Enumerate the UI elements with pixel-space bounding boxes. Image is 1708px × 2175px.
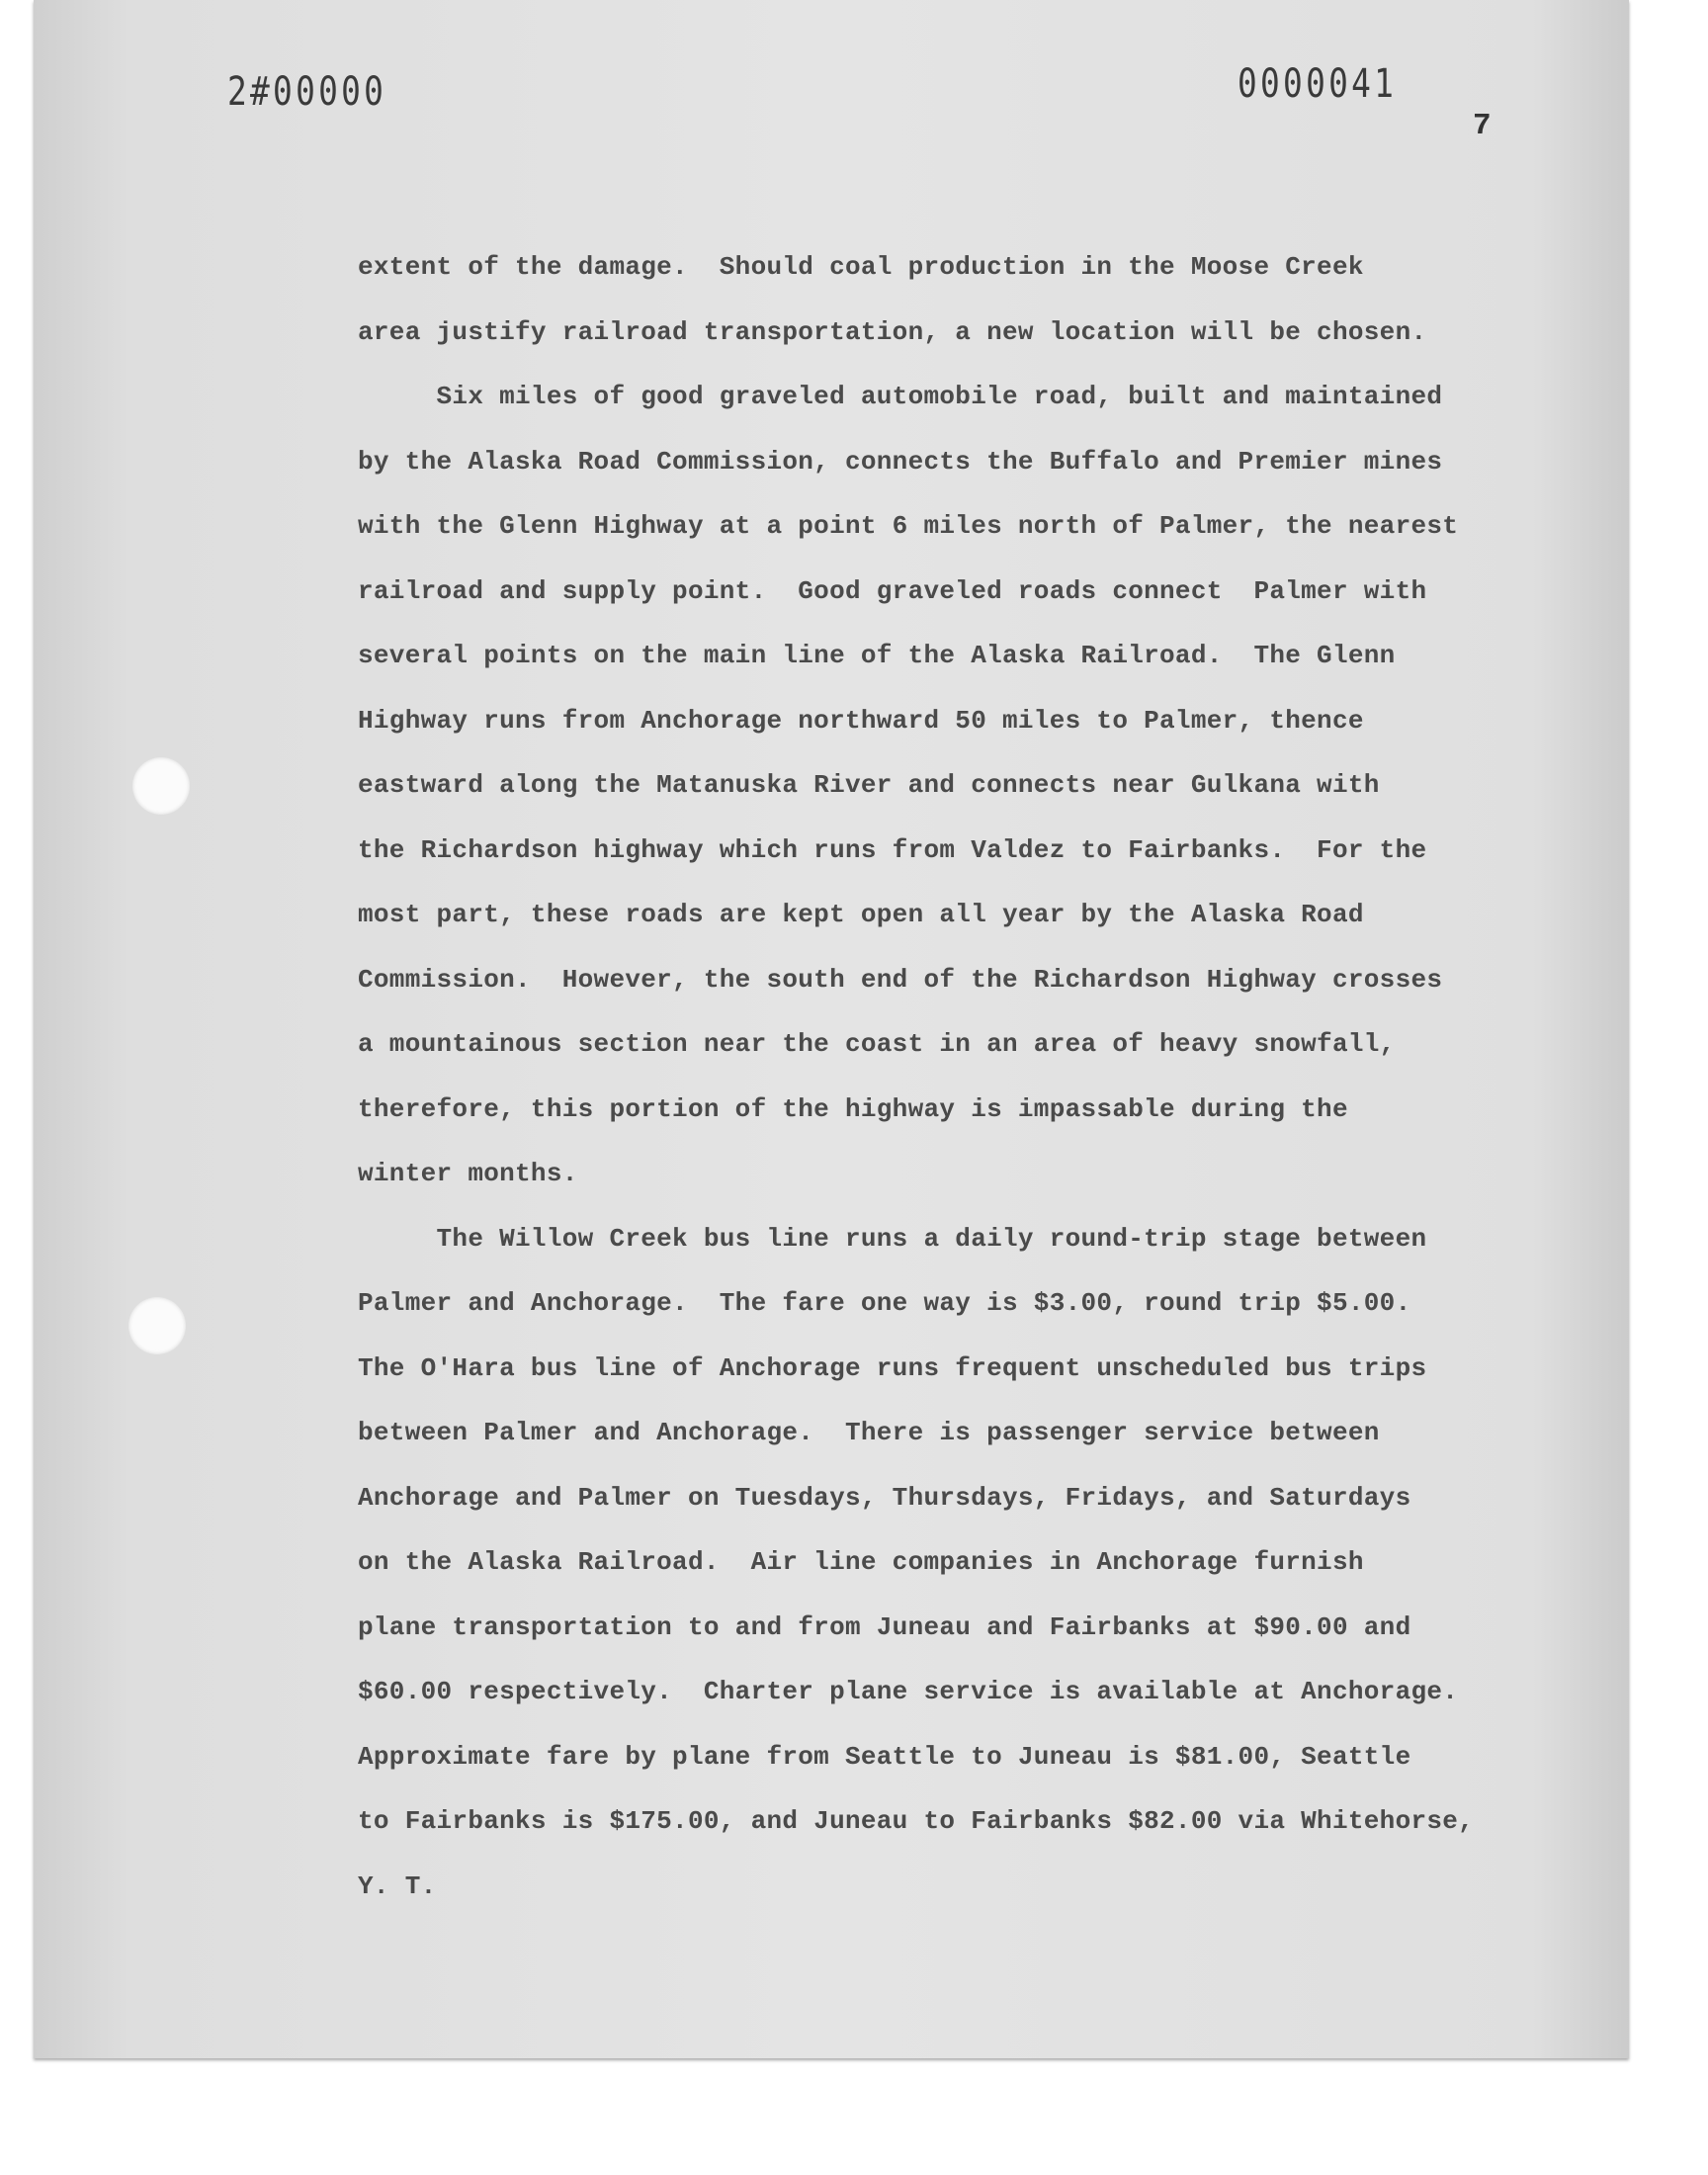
text-line: area justify railroad transportation, a new location will be chosen. (358, 316, 1427, 347)
text-line: Y. T. (358, 1870, 437, 1901)
text-line: Highway runs from Anchorage northward 50 miles to Palmer, thence (358, 705, 1364, 736)
text-line: with the Glenn Highway at a point 6 miles north of Palmer, the nearest (358, 511, 1459, 541)
text-line: therefore, this portion of the highway is impassable during the (358, 1093, 1348, 1124)
text-line: The O'Hara bus line of Anchorage runs frequent unscheduled bus trips (358, 1352, 1427, 1383)
paper-sheet (34, 0, 1629, 2058)
text-line: Commission. However, the south end of the Richardson Highway crosses (358, 964, 1443, 995)
text-line: Anchorage and Palmer on Tuesdays, Thursdays, Fridays, and Saturdays (358, 1482, 1411, 1513)
text-line: a mountainous section near the coast in an area of heavy snowfall, (358, 1029, 1396, 1059)
text-line: Palmer and Anchorage. The fare one way is $3.00, round trip $5.00. (358, 1288, 1411, 1318)
right-stamp-number: 0000041 (1238, 61, 1398, 107)
text-line: extent of the damage. Should coal production in the Moose Creek (358, 252, 1364, 282)
text-line: winter months. (358, 1159, 578, 1188)
text-line: by the Alaska Road Commission, connects the Buffalo and Premier mines (358, 446, 1443, 477)
text-line: railroad and supply point. Good graveled roads connect Palmer with (358, 575, 1427, 606)
document-body (358, 235, 1564, 1919)
text-line: Six miles of good graveled automobile road, built and maintained (358, 382, 1443, 411)
left-stamp-number: 2#00000 (227, 69, 387, 115)
text-line: the Richardson highway which runs from Valdez to Fairbanks. For the (358, 834, 1427, 865)
text-line: most part, these roads are kept open all year by the Alaska Road (358, 900, 1364, 929)
text-line: between Palmer and Anchorage. There is passenger service between (358, 1418, 1380, 1447)
text-line: Approximate fare by plane from Seattle to Juneau is $81.00, Seattle (358, 1741, 1411, 1772)
text-line: The Willow Creek bus line runs a daily round-trip stage between (358, 1223, 1427, 1254)
text-line: on the Alaska Railroad. Air line companies in Anchorage furnish (358, 1547, 1364, 1577)
punch-hole (128, 1297, 186, 1354)
text-line: eastward along the Matanuska River and connects near Gulkana with (358, 770, 1380, 800)
punch-hole (132, 757, 190, 815)
text-line: to Fairbanks is $175.00, and Juneau to Fairbanks $82.00 via Whitehorse, (358, 1806, 1475, 1836)
text-line: plane transportation to and from Juneau and Fairbanks at $90.00 and (358, 1611, 1411, 1642)
page-number: 7 (1473, 109, 1492, 143)
text-line: several points on the main line of the Alaska Railroad. The Glenn (358, 641, 1396, 670)
text-line: $60.00 respectively. Charter plane service is available at Anchorage. (358, 1677, 1459, 1706)
